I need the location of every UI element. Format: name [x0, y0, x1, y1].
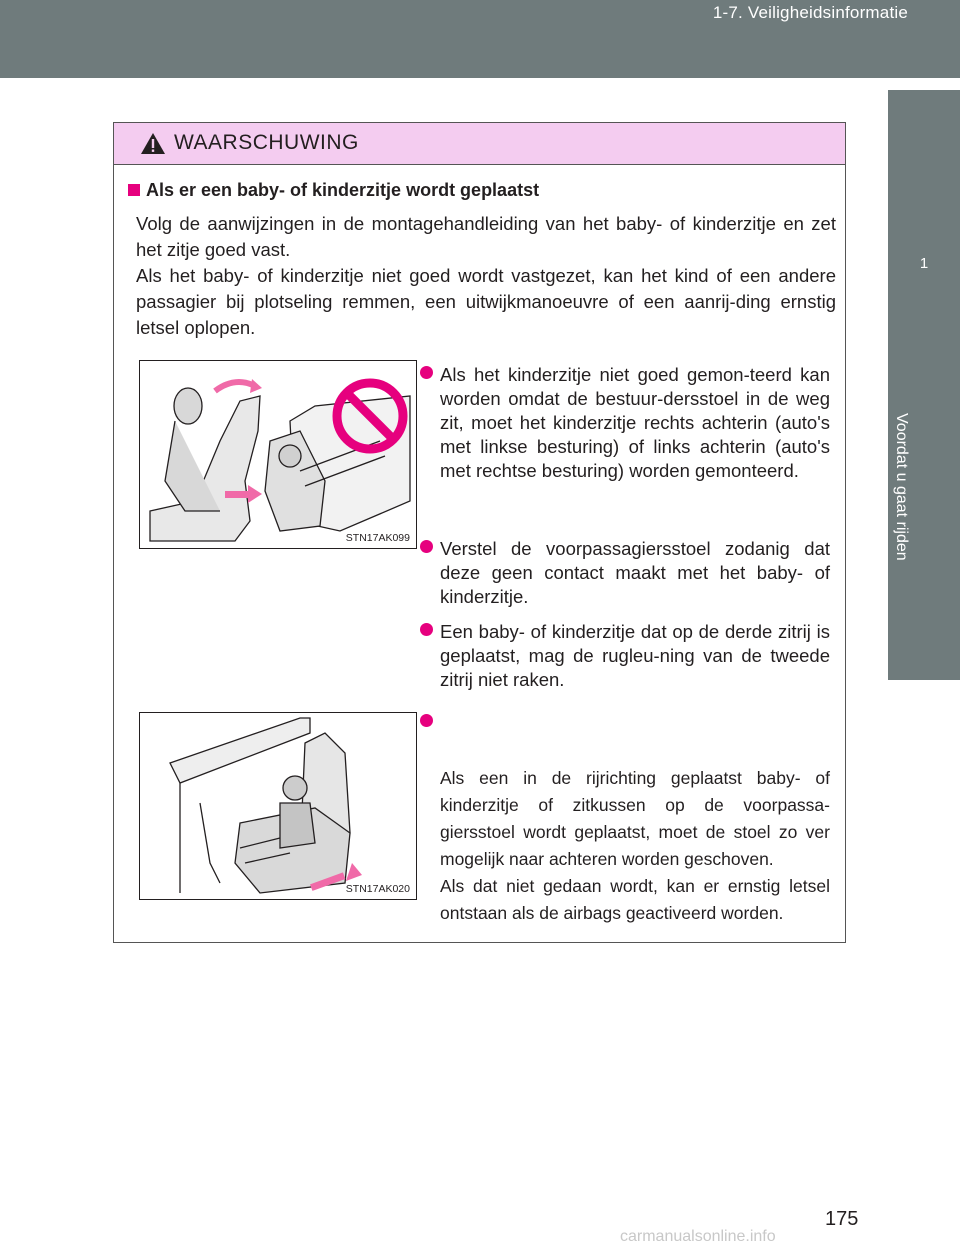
- bullet-text: Verstel de voorpassagiersstoel zodanig dat deze geen contact maakt met het baby- of kinderzitje.: [440, 538, 830, 607]
- side-tab: [888, 90, 960, 1170]
- header-band: [0, 0, 960, 78]
- warning-triangle-icon: [140, 132, 166, 155]
- warning-header: [114, 123, 845, 165]
- figure-code: STN17AK099: [345, 532, 410, 544]
- bullet-item: [420, 363, 830, 483]
- illustration: [140, 361, 416, 548]
- page-number: 175: [825, 1208, 859, 1230]
- figure-front-seat-child: [139, 712, 417, 900]
- illustration: [140, 713, 416, 899]
- warning-box: [113, 122, 846, 943]
- figure-rear-seat-child: [139, 360, 417, 549]
- bullet-dot-icon: [420, 540, 433, 553]
- paragraph: Volg de aanwijzingen in de montagehandleiding van het baby- of kinderzitje en zet het zitje goed vast.: [136, 213, 836, 260]
- subheading-text: Als er een baby- of kinderzitje wordt geplaatst: [146, 180, 540, 200]
- bullet-text: Als het kinderzitje niet goed gemon-teerd kan worden omdat de bestuur-dersstoel in de weg zit, moet het kinderzitje rechts achterin (auto's met linkse besturing) of links achterin (auto's met rechtse besturing) worden gemonteerd.: [440, 364, 830, 481]
- chapter-number: 1: [919, 255, 929, 272]
- figure-code: STN17AK020: [345, 883, 410, 895]
- side-tab-top: [888, 90, 960, 233]
- bullet-item: [420, 711, 830, 954]
- section-title: 1-7. Veiligheidsinformatie: [712, 3, 908, 22]
- bullet-text: Als een in de rijrichting geplaatst baby- of kinderzitje of zitkussen op de voorpassa-giersstoel wordt geplaatst, moet de stoel zo ver mogelijk naar achteren worden geschoven. Als dat niet gedaan wordt, kan er ernstig letsel ontstaan als de airbags geactiveerd worden.: [440, 768, 830, 923]
- bullet-item: [420, 537, 830, 609]
- bullet-dot-icon: [420, 714, 433, 727]
- paragraph: Als het baby- of kinderzitje niet goed wordt vastgezet, kan het kind of een andere passagier bij plotseling remmen, een uitwijkmanoeuvre of een aanrij-ding ernstig letsel oplopen.: [136, 265, 836, 338]
- watermark: carmanualsonline.info: [620, 1228, 776, 1245]
- chapter-tab: [888, 233, 960, 680]
- bullet-dot-icon: [420, 366, 433, 379]
- chapter-title: Voordat u gaat rijden: [893, 413, 910, 561]
- square-bullet-icon: [128, 184, 140, 196]
- subheading: [128, 180, 539, 201]
- bullet-dot-icon: [420, 623, 433, 636]
- bullet-text: Een baby- of kinderzitje dat op de derde zitrij is geplaatst, mag de rugleu-ning van de tweede zitrij niet raken.: [440, 621, 830, 690]
- bullet-item: [420, 620, 830, 692]
- warning-title: WAARSCHUWING: [174, 131, 359, 154]
